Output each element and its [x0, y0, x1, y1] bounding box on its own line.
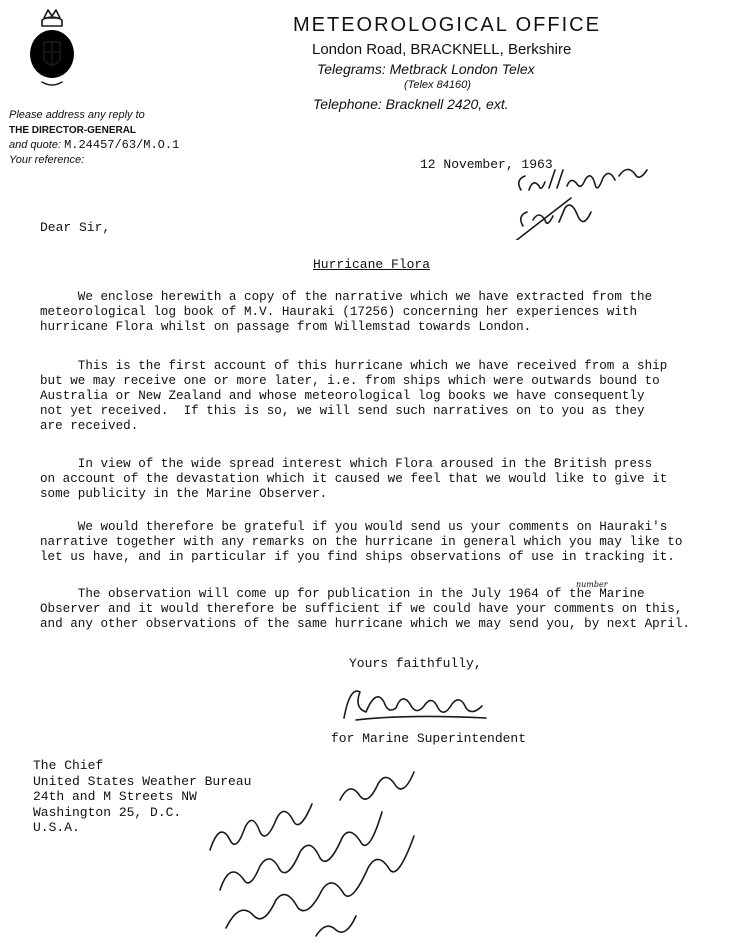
letterhead [293, 14, 601, 112]
reply-quote-label: and quote: [9, 139, 61, 151]
reply-line-2: THE DIRECTOR-GENERAL [9, 125, 137, 136]
reply-line-1: Please address any reply to [9, 109, 145, 121]
closing: Yours faithfully, [349, 656, 482, 671]
paragraph-5: The observation will come up for publication in the July 1964 of the Marine Observer and it would therefore be sufficient if we could have your comments on this, and any other observations of the same hurricane which we may send you, by next April. [40, 587, 690, 631]
reference-code: M.24457/63/M.O.1 [64, 138, 180, 152]
recipient-line: Washington 25, D.C. [33, 804, 182, 820]
handwritten-note-top [511, 150, 656, 240]
signatory-role: for Marine Superintendent [331, 731, 527, 746]
subject-line: Hurricane Flora [313, 257, 431, 272]
recipient-line: The Chief [33, 758, 104, 773]
telephone-line: Telephone: Bracknell 2420, ext. [313, 96, 509, 112]
recipient-line: U.S.A. [33, 820, 80, 835]
handwritten-signature [336, 678, 496, 728]
organization-name: METEOROLOGICAL OFFICE [293, 14, 601, 36]
royal-crest-logo [22, 4, 82, 94]
paragraph-2: This is the first account of this hurricane which we have received from a ship but we may receive one or more later, i.e. from ships which were outwards bound to Australia or New Zealand and whose meteorological log books we have consequently not yet received. If this is so, we will send such narratives on to you as they are received. [40, 359, 668, 433]
organization-address: London Road, BRACKNELL, Berkshire [312, 41, 572, 58]
telex-line: (Telex 84160) [404, 79, 471, 91]
reply-instructions [9, 108, 179, 168]
recipient-line: 24th and M Streets NW [33, 789, 197, 804]
paragraph-1: We enclose herewith a copy of the narrative which we have extracted from the meteorological log book of M.V. Hauraki (17256) concerning her experiences with hurricane Flora whilst on passage from Willemstad towards London. [40, 290, 653, 334]
letter-date: 12 November, 1963 [420, 157, 553, 172]
handwritten-margin-note: number [576, 580, 608, 589]
salutation: Dear Sir, [40, 220, 111, 235]
telegrams-line: Telegrams: Metbrack London Telex [317, 61, 535, 77]
paragraph-3: In view of the wide spread interest which Flora aroused in the British press on account of the devastation which it caused we feel that we would like to give it some publicity in the Marine Observer. [40, 457, 668, 501]
your-reference-label: Your reference: [9, 154, 85, 166]
paragraph-4: We would therefore be grateful if you would send us your comments on Hauraki's narrative together with any remarks on the hurricane in general which you may like to let us have, and in particular if you find ships observations of use in tracking it. [40, 520, 683, 564]
recipient-line: United States Weather Bureau [33, 773, 252, 789]
handwritten-note-bottom [200, 740, 440, 940]
